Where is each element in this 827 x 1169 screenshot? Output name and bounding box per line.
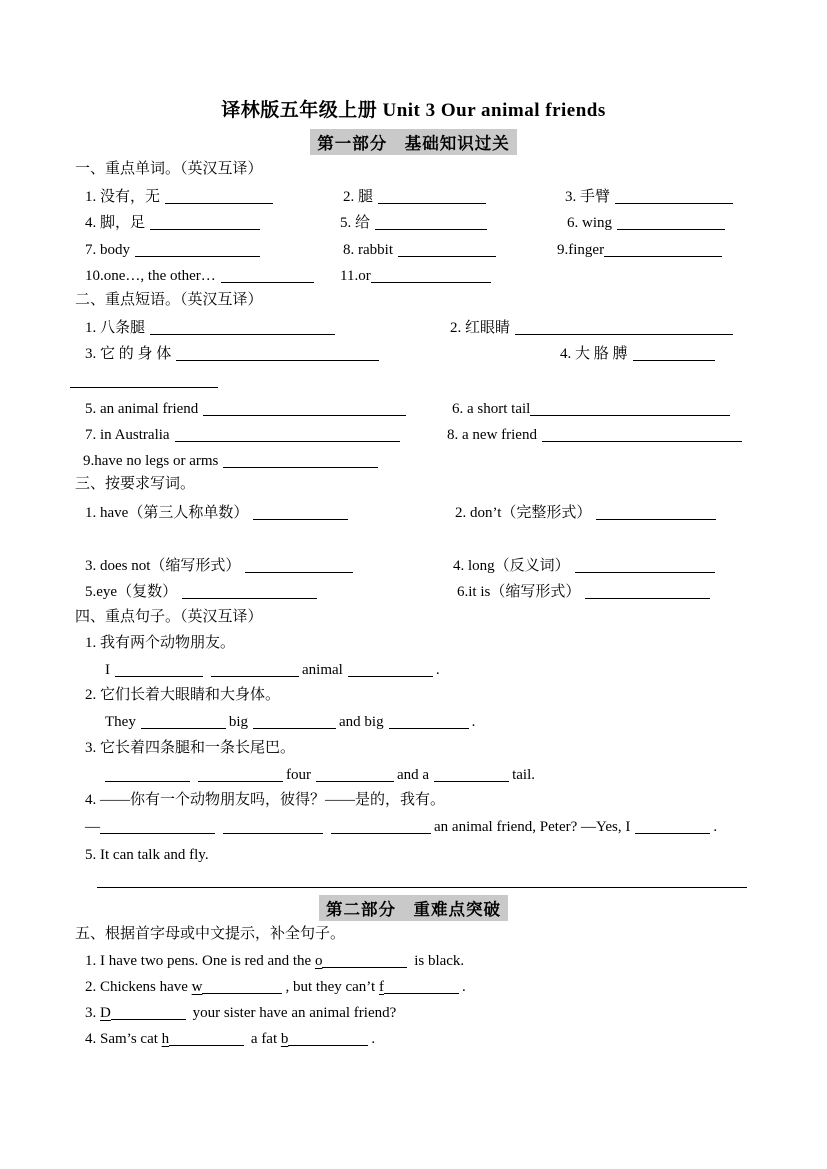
answer-text: I — [105, 662, 110, 678]
sentence-text: is black. — [410, 953, 465, 969]
part1-header: 第一部分 基础知识过关 — [310, 129, 517, 155]
wordform-item — [85, 556, 356, 576]
fill-blank — [384, 979, 459, 994]
phrase-label: 9.have no legs or arms — [83, 453, 219, 469]
wordform-item — [453, 556, 718, 576]
fill-blank — [515, 320, 733, 335]
sentence-text: a fat — [247, 1031, 281, 1047]
fill-blank — [111, 1005, 186, 1020]
fill-blank — [141, 714, 226, 729]
fill-blank — [198, 767, 283, 782]
hint-letter: o — [314, 953, 323, 969]
answer-text: animal — [302, 662, 343, 678]
word-item — [85, 266, 317, 286]
fill-blank — [135, 242, 260, 257]
wordform-label: 4. long（反义词） — [453, 558, 570, 574]
hint-letter: h — [161, 1031, 170, 1047]
fill-blank — [165, 189, 273, 204]
phrase-item — [447, 425, 745, 445]
long-answer-blank — [97, 886, 747, 888]
phrase-label: 5. an animal friend — [85, 401, 199, 417]
word-label: 5. 给 — [340, 215, 371, 231]
complete-sentence-item — [85, 951, 464, 971]
word-item — [85, 187, 276, 207]
answer-text: and a — [397, 767, 430, 783]
sentence-answer-line — [105, 712, 475, 732]
word-label: 8. rabbit — [343, 242, 393, 258]
fill-blank — [371, 268, 491, 283]
phrase-item — [450, 318, 736, 338]
answer-text: . — [713, 819, 718, 835]
word-label: 7. body — [85, 242, 130, 258]
wordform-label: 2. don’t（完整形式） — [455, 505, 592, 521]
fill-blank — [203, 401, 406, 416]
part2-header-row — [0, 895, 827, 921]
phrase-label: 3. 它 的 身 体 — [85, 346, 172, 362]
phrase-label: 4. 大 胳 膊 — [560, 346, 628, 362]
sentence-answer-line — [105, 660, 440, 680]
fill-blank — [530, 401, 730, 416]
fill-blank — [105, 767, 190, 782]
fill-blank — [635, 819, 710, 834]
complete-sentence-item — [85, 977, 466, 997]
word-item — [557, 240, 725, 260]
sentence-text: , but they can’t — [285, 979, 379, 995]
section5-heading: 五、根据首字母或中文提示，补全句子。 — [75, 926, 346, 942]
sentence-cn: 4. ——你有一个动物朋友吗，彼得？——是的，我有。 — [85, 792, 446, 808]
answer-text: and big — [339, 714, 384, 730]
sentence-cn: 3. 它长着四条腿和一条长尾巴。 — [85, 740, 296, 756]
phrase-label: 6. a short tail — [452, 401, 531, 417]
hint-letter: f — [378, 979, 384, 995]
fill-blank — [223, 453, 378, 468]
fill-blank — [182, 584, 317, 599]
wordform-item — [85, 582, 320, 602]
fill-blank — [331, 819, 431, 834]
word-item — [85, 213, 263, 233]
sentence-cn: 1. 我有两个动物朋友。 — [85, 635, 236, 651]
doc-title: 译林版五年级上册 Unit 3 Our animal friends — [221, 100, 606, 121]
word-item — [85, 240, 263, 260]
fill-blank — [202, 979, 282, 994]
hint-letter: w — [191, 979, 203, 995]
sentence-text: 1. I have two pens. One is red and the — [85, 953, 315, 969]
phrase-item — [452, 399, 733, 419]
word-item — [567, 213, 728, 233]
fill-blank — [176, 346, 379, 361]
answer-text: . — [471, 714, 476, 730]
fill-blank — [175, 427, 400, 442]
phrase-item — [85, 344, 382, 364]
word-item — [565, 187, 736, 207]
word-label: 1. 没有，无 — [85, 189, 161, 205]
hint-letter: D — [100, 1005, 111, 1021]
fill-blank — [348, 662, 433, 677]
word-item — [340, 266, 494, 286]
fill-blank — [169, 1031, 244, 1046]
fill-blank — [398, 242, 496, 257]
fill-blank — [245, 558, 353, 573]
fill-blank — [389, 714, 469, 729]
fill-blank — [253, 505, 348, 520]
fill-blank — [585, 584, 710, 599]
fill-blank — [221, 268, 314, 283]
fill-blank — [100, 819, 215, 834]
wordform-label: 1. have（第三人称单数） — [85, 505, 249, 521]
word-label: 4. 脚，足 — [85, 215, 146, 231]
fill-blank — [253, 714, 336, 729]
word-label: 11.or — [340, 268, 371, 284]
fill-blank — [378, 189, 486, 204]
fill-blank — [322, 953, 407, 968]
sentence-text: 4. Sam’s cat — [85, 1031, 162, 1047]
fill-blank — [223, 819, 323, 834]
answer-text: big — [228, 714, 248, 730]
section3-heading: 三、按要求写词。 — [75, 476, 196, 492]
sentence-text: 3. — [85, 1005, 100, 1021]
sentence-cn: 5. It can talk and fly. — [85, 847, 209, 863]
phrase-item — [85, 318, 338, 338]
fill-blank — [288, 1031, 368, 1046]
fill-blank-continuation — [70, 386, 218, 388]
fill-blank — [150, 215, 260, 230]
sentence-text: your sister have an animal friend? — [188, 1005, 397, 1021]
word-label: 9.finger — [557, 242, 605, 258]
fill-blank — [604, 242, 722, 257]
phrase-label: 2. 红眼睛 — [450, 320, 511, 336]
fill-blank — [542, 427, 742, 442]
word-item — [343, 240, 499, 260]
word-label: 10.one…, the other… — [85, 268, 216, 284]
fill-blank — [575, 558, 715, 573]
fill-blank — [115, 662, 203, 677]
answer-text: tail. — [512, 767, 535, 783]
phrase-item — [83, 451, 381, 471]
fill-blank — [316, 767, 394, 782]
wordform-item — [85, 503, 351, 523]
answer-text: an animal friend, Peter? —Yes, I — [434, 819, 631, 835]
fill-blank — [633, 346, 715, 361]
part2-header: 第二部分 重难点突破 — [319, 895, 508, 921]
wordform-label: 5.eye（复数） — [85, 584, 178, 600]
fill-blank — [617, 215, 725, 230]
fill-blank — [211, 662, 299, 677]
sentence-answer-line — [105, 765, 535, 785]
phrase-item — [560, 344, 718, 364]
wordform-item — [455, 503, 719, 523]
fill-blank — [434, 767, 509, 782]
sentence-cn: 2. 它们长着大眼睛和大身体。 — [85, 687, 281, 703]
section4-heading: 四、重点句子。（英汉互译） — [75, 609, 263, 625]
phrase-item — [85, 399, 409, 419]
complete-sentence-item — [85, 1003, 396, 1023]
fill-blank — [596, 505, 716, 520]
answer-text: . — [435, 662, 440, 678]
word-item — [340, 213, 490, 233]
section2-heading: 二、重点短语。（英汉互译） — [75, 292, 263, 308]
wordform-item — [457, 582, 713, 602]
word-item — [343, 187, 489, 207]
answer-text: — — [85, 819, 100, 835]
phrase-label: 7. in Australia — [85, 427, 170, 443]
answer-text: They — [105, 714, 136, 730]
sentence-answer-line — [85, 817, 717, 837]
sentence-text: . — [371, 1031, 376, 1047]
phrase-label: 8. a new friend — [447, 427, 537, 443]
wordform-label: 6.it is（缩写形式） — [457, 584, 581, 600]
complete-sentence-item — [85, 1029, 375, 1049]
part1-header-row — [0, 129, 827, 155]
answer-text: four — [286, 767, 311, 783]
section1-heading: 一、重点单词。（英汉互译） — [75, 161, 263, 177]
word-label: 6. wing — [567, 215, 612, 231]
sentence-text: . — [461, 979, 466, 995]
fill-blank — [150, 320, 335, 335]
hint-letter: b — [280, 1031, 289, 1047]
phrase-item — [85, 425, 403, 445]
fill-blank — [375, 215, 487, 230]
word-label: 3. 手臂 — [565, 189, 611, 205]
fill-blank — [615, 189, 733, 204]
sentence-text: 2. Chickens have — [85, 979, 192, 995]
phrase-label: 1. 八条腿 — [85, 320, 146, 336]
word-label: 2. 腿 — [343, 189, 374, 205]
wordform-label: 3. does not（缩写形式） — [85, 558, 241, 574]
